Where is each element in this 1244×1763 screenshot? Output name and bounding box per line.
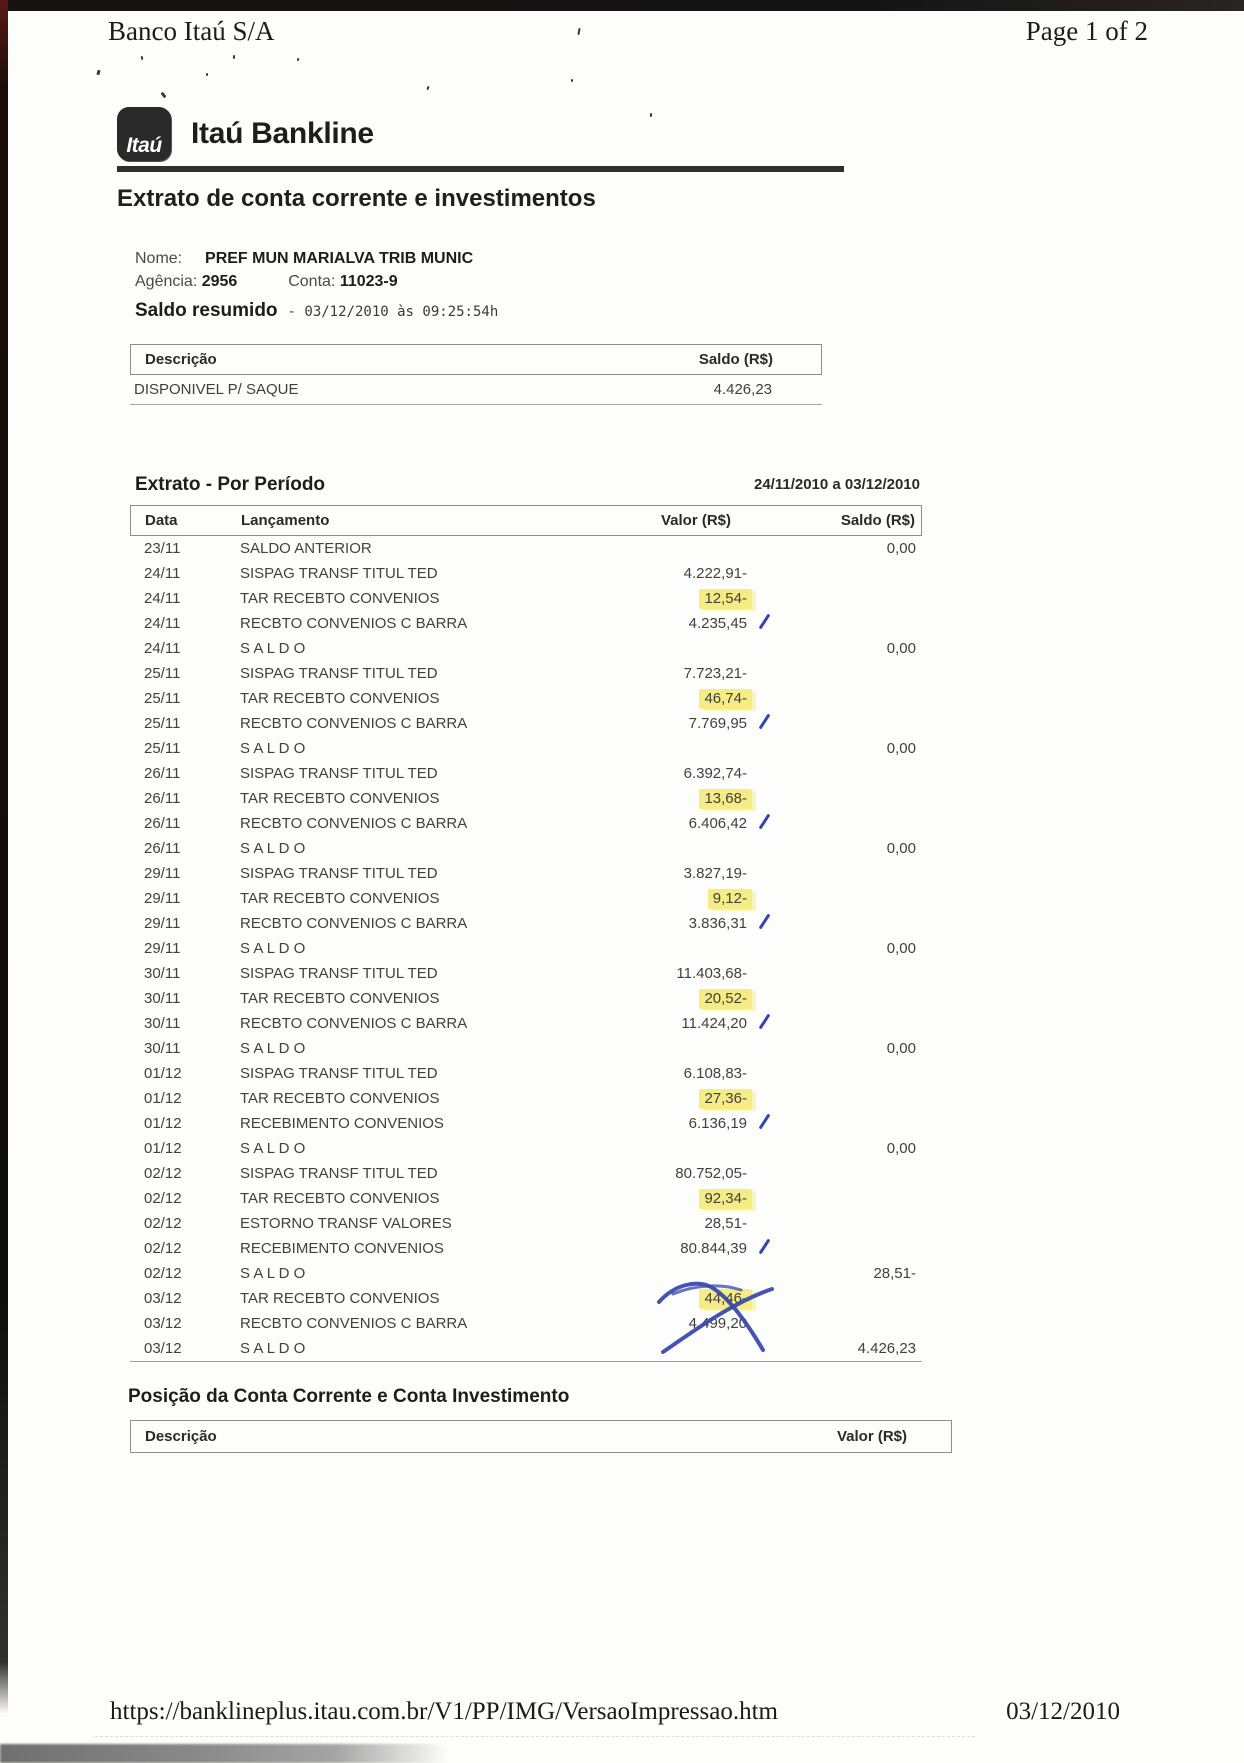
- date-cell: 02/12: [144, 1215, 182, 1232]
- date-cell: 25/11: [144, 740, 181, 757]
- scan-smudge-bottom: [0, 1744, 448, 1763]
- table-row: [130, 886, 922, 911]
- valor-text: 46,74-: [699, 689, 752, 709]
- valor-cell: [525, 640, 747, 657]
- page-title: Extrato de conta corrente e investimentos: [117, 185, 596, 212]
- lancamento-cell: ESTORNO TRANSF VALORES: [240, 1215, 452, 1232]
- valor-cell: [525, 1114, 747, 1133]
- lancamento-cell: S A L D O: [240, 1340, 306, 1357]
- saldo-cell: 0,00: [886, 640, 916, 657]
- table-row: [130, 936, 922, 961]
- extrato-header-row: [130, 505, 922, 536]
- date-cell: 30/11: [144, 965, 181, 982]
- date-cell: 29/11: [144, 865, 181, 882]
- lancamento-cell: S A L D O: [240, 1140, 306, 1157]
- table-row: [130, 761, 922, 786]
- valor-text: 4.499,20: [688, 1315, 747, 1332]
- valor-cell: [525, 914, 747, 933]
- valor-text: 6.108,83-: [683, 1065, 747, 1082]
- table-row: [130, 661, 922, 686]
- column-header-data: Data: [145, 512, 178, 529]
- scan-speck: [297, 58, 300, 61]
- app-title: Itaú Bankline: [191, 117, 374, 150]
- table-row: [130, 686, 922, 711]
- valor-cell: [525, 964, 747, 983]
- date-cell: 26/11: [144, 765, 181, 782]
- valor-cell: [525, 1089, 747, 1109]
- valor-cell: [525, 689, 747, 709]
- date-cell: 29/11: [144, 915, 181, 932]
- table-row: [130, 1136, 922, 1161]
- lancamento-cell: S A L D O: [240, 940, 306, 957]
- table-row: [130, 561, 922, 586]
- saldo-cell: 0,00: [886, 540, 916, 557]
- valor-text: 28,51-: [704, 1215, 747, 1232]
- valor-text: 7.769,95: [688, 715, 747, 732]
- table-row: [130, 1061, 922, 1086]
- extrato-table: [130, 505, 922, 1362]
- itau-logo-text: Itaú: [126, 134, 162, 157]
- table-row: [130, 986, 922, 1011]
- saldo-cell: 4.426,23: [857, 1340, 916, 1357]
- valor-cell: [525, 1289, 747, 1309]
- lancamento-cell: SISPAG TRANSF TITUL TED: [240, 765, 438, 782]
- lancamento-cell: TAR RECEBTO CONVENIOS: [240, 790, 440, 807]
- valor-text: 6.406,42: [688, 815, 747, 832]
- valor-text: 12,54-: [699, 589, 752, 609]
- date-cell: 01/12: [144, 1115, 182, 1132]
- lancamento-cell: RECBTO CONVENIOS C BARRA: [240, 715, 468, 732]
- table-row: [130, 786, 922, 811]
- scan-speck: [141, 56, 144, 60]
- scan-speck: [206, 73, 208, 76]
- conta-value: 11023-9: [339, 273, 398, 290]
- valor-text: 6.136,19: [688, 1115, 747, 1132]
- lancamento-cell: SISPAG TRANSF TITUL TED: [240, 965, 438, 982]
- valor-cell: [525, 740, 747, 757]
- agencia-value: 2956: [201, 273, 238, 290]
- scan-speck: [160, 92, 166, 99]
- lancamento-cell: SISPAG TRANSF TITUL TED: [240, 665, 438, 682]
- valor-text: 44,46-: [699, 1289, 752, 1309]
- valor-cell: [525, 989, 747, 1009]
- valor-text: 4.222,91-: [683, 565, 747, 582]
- date-cell: 26/11: [144, 815, 181, 832]
- table-row: [130, 1211, 922, 1236]
- valor-cell: [525, 1164, 747, 1183]
- print-header-page-number: Page 1 of 2: [1025, 16, 1148, 46]
- lancamento-cell: TAR RECEBTO CONVENIOS: [240, 890, 440, 907]
- valor-cell: [525, 1189, 747, 1209]
- valor-text: 80.844,39: [680, 1240, 747, 1257]
- saldo-resumido-title-text: Saldo resumido: [135, 300, 278, 321]
- date-cell: 30/11: [144, 990, 181, 1007]
- posicao-table: [130, 1420, 952, 1453]
- lancamento-cell: SALDO ANTERIOR: [240, 540, 372, 557]
- lancamento-cell: RECBTO CONVENIOS C BARRA: [240, 915, 468, 932]
- date-cell: 01/12: [144, 1065, 182, 1082]
- lancamento-cell: RECEBIMENTO CONVENIOS: [240, 1240, 444, 1257]
- saldo-resumido-title: [135, 300, 498, 322]
- lancamento-cell: SISPAG TRANSF TITUL TED: [240, 865, 438, 882]
- print-header-bank-name: Banco Itaú S/A: [108, 16, 275, 46]
- column-header-descricao: Descrição: [145, 1428, 217, 1445]
- table-row: [130, 1186, 922, 1211]
- valor-cell: [525, 789, 747, 809]
- date-cell: 26/11: [144, 840, 181, 857]
- lancamento-cell: RECBTO CONVENIOS C BARRA: [240, 615, 468, 632]
- table-row: [130, 586, 922, 611]
- valor-cell: [525, 589, 747, 609]
- account-agency-line: [135, 270, 473, 293]
- column-header-saldo: Saldo (R$): [840, 512, 915, 529]
- valor-text: 27,36-: [699, 1089, 752, 1109]
- lancamento-cell: S A L D O: [240, 740, 306, 757]
- date-cell: 29/11: [144, 940, 181, 957]
- date-cell: 23/11: [144, 540, 181, 557]
- valor-cell: [525, 540, 747, 557]
- scan-speck: [96, 70, 100, 76]
- table-row: [130, 1036, 922, 1061]
- valor-cell: [525, 840, 747, 857]
- scan-speck: [650, 113, 653, 117]
- lancamento-cell: RECBTO CONVENIOS C BARRA: [240, 1315, 468, 1332]
- lancamento-cell: RECBTO CONVENIOS C BARRA: [240, 815, 468, 832]
- saldo-cell: 4.426,23: [713, 381, 772, 398]
- lancamento-cell: TAR RECEBTO CONVENIOS: [240, 990, 440, 1007]
- saldo-cell: 0,00: [886, 840, 916, 857]
- date-cell: 03/12: [144, 1315, 182, 1332]
- saldo-resumido-header-row: [130, 344, 822, 375]
- lancamento-cell: S A L D O: [240, 1040, 306, 1057]
- table-row: [130, 1161, 922, 1186]
- itau-logo: [117, 107, 171, 161]
- date-cell: 24/11: [144, 615, 181, 632]
- table-row: [130, 911, 922, 936]
- column-header-saldo: Saldo (R$): [698, 351, 773, 368]
- extrato-period: 24/11/2010 a 03/12/2010: [754, 476, 920, 493]
- valor-cell: [525, 764, 747, 783]
- valor-cell: [525, 1265, 747, 1282]
- nome-label: Nome:: [135, 250, 183, 267]
- lancamento-cell: TAR RECEBTO CONVENIOS: [240, 690, 440, 707]
- date-cell: 30/11: [144, 1040, 181, 1057]
- valor-cell: [525, 940, 747, 957]
- valor-cell: [525, 1040, 747, 1057]
- date-cell: 24/11: [144, 565, 181, 582]
- date-cell: 02/12: [144, 1165, 182, 1182]
- lancamento-cell: TAR RECEBTO CONVENIOS: [240, 590, 440, 607]
- date-cell: 02/12: [144, 1240, 182, 1257]
- account-name-line: [135, 247, 473, 270]
- lancamento-cell: TAR RECEBTO CONVENIOS: [240, 1190, 440, 1207]
- table-row: [130, 861, 922, 886]
- date-cell: 03/12: [144, 1290, 182, 1307]
- lancamento-cell: S A L D O: [240, 1265, 306, 1282]
- table-row: [130, 1111, 922, 1136]
- table-row: [130, 1011, 922, 1036]
- table-row: [130, 736, 922, 761]
- conta-label: Conta:: [288, 273, 336, 290]
- table-row: [130, 711, 922, 736]
- lancamento-cell: RECBTO CONVENIOS C BARRA: [240, 1015, 468, 1032]
- column-header-descricao: Descrição: [145, 351, 217, 368]
- valor-text: 3.836,31: [688, 915, 747, 932]
- valor-cell: [525, 864, 747, 883]
- valor-text: 3.827,19-: [683, 865, 747, 882]
- table-row: [130, 636, 922, 661]
- table-row: [130, 1236, 922, 1261]
- table-row: [130, 961, 922, 986]
- date-cell: 02/12: [144, 1265, 182, 1282]
- table-row: [130, 536, 922, 561]
- table-row: [130, 1311, 922, 1336]
- footer-date: 03/12/2010: [1006, 1698, 1120, 1725]
- scan-edge-left: [0, 0, 8, 1714]
- saldo-resumido-table: [130, 344, 822, 405]
- valor-cell: [525, 1340, 747, 1357]
- lancamento-cell: S A L D O: [240, 640, 306, 657]
- lancamento-cell: S A L D O: [240, 840, 306, 857]
- valor-cell: [525, 1064, 747, 1083]
- print-header: [108, 16, 1148, 47]
- column-header-valor: Valor (R$): [836, 1428, 907, 1445]
- date-cell: 24/11: [144, 640, 181, 657]
- valor-text: 11.424,20: [681, 1015, 747, 1032]
- date-cell: 25/11: [144, 715, 181, 732]
- table-row: [130, 1261, 922, 1286]
- table-row: [130, 1336, 922, 1361]
- saldo-cell: 28,51-: [873, 1265, 916, 1282]
- extrato-rows: [130, 536, 922, 1362]
- date-cell: 03/12: [144, 1340, 182, 1357]
- saldo-resumido-timestamp: - 03/12/2010 às 09:25:54h: [287, 304, 499, 320]
- date-cell: 29/11: [144, 890, 181, 907]
- saldo-cell: 0,00: [886, 940, 916, 957]
- valor-text: 13,68-: [699, 789, 752, 809]
- date-cell: 02/12: [144, 1190, 182, 1207]
- saldo-resumido-row: [130, 375, 822, 405]
- saldo-cell: 0,00: [886, 740, 916, 757]
- valor-cell: [525, 714, 747, 733]
- lancamento-cell: SISPAG TRANSF TITUL TED: [240, 1165, 438, 1182]
- table-row: [130, 811, 922, 836]
- valor-cell: [525, 814, 747, 833]
- nome-value: PREF MUN MARIALVA TRIB MUNIC: [205, 250, 474, 267]
- valor-cell: [525, 564, 747, 583]
- footer-url: https://banklineplus.itau.com.br/V1/PP/IMG/VersaoImpressao.htm: [110, 1698, 778, 1725]
- extrato-title: Extrato - Por Período: [135, 474, 326, 495]
- saldo-cell: 0,00: [886, 1040, 916, 1057]
- account-info: [135, 247, 473, 293]
- date-cell: 26/11: [144, 790, 181, 807]
- saldo-cell: 0,00: [886, 1140, 916, 1157]
- scan-bottom-line: [95, 1736, 975, 1737]
- scan-edge-top: [0, 0, 1244, 11]
- table-row: [130, 836, 922, 861]
- valor-cell: [525, 1239, 747, 1258]
- lancamento-cell: RECEBIMENTO CONVENIOS: [240, 1115, 444, 1132]
- agencia-label: Agência:: [135, 273, 198, 290]
- valor-text: 92,34-: [699, 1189, 752, 1209]
- valor-text: 6.392,74-: [683, 765, 747, 782]
- valor-cell: [525, 614, 747, 633]
- table-row: [130, 611, 922, 636]
- date-cell: 30/11: [144, 1015, 181, 1032]
- valor-cell: [525, 1140, 747, 1157]
- scan-speck: [571, 79, 573, 82]
- valor-cell: [525, 1314, 747, 1333]
- valor-text: 20,52-: [699, 989, 752, 1009]
- column-header-valor: Valor (R$): [660, 512, 731, 529]
- title-rule: [117, 166, 844, 172]
- valor-cell: [525, 1014, 747, 1033]
- scan-speck: [426, 86, 429, 90]
- date-cell: 25/11: [144, 690, 181, 707]
- lancamento-cell: TAR RECEBTO CONVENIOS: [240, 1290, 440, 1307]
- descricao-cell: DISPONIVEL P/ SAQUE: [134, 381, 299, 398]
- table-row: [130, 1286, 922, 1311]
- table-row: [130, 1086, 922, 1111]
- date-cell: 25/11: [144, 665, 181, 682]
- column-header-lancamento: Lançamento: [241, 512, 330, 529]
- date-cell: 24/11: [144, 590, 181, 607]
- posicao-header-row: [130, 1420, 952, 1453]
- lancamento-cell: SISPAG TRANSF TITUL TED: [240, 565, 438, 582]
- valor-text: 11.403,68-: [676, 965, 747, 982]
- date-cell: 01/12: [144, 1090, 182, 1107]
- valor-cell: [525, 1214, 747, 1233]
- scan-speck: [233, 55, 235, 59]
- valor-text: 9,12-: [708, 889, 752, 909]
- lancamento-cell: TAR RECEBTO CONVENIOS: [240, 1090, 440, 1107]
- valor-cell: [525, 664, 747, 683]
- date-cell: 01/12: [144, 1140, 182, 1157]
- valor-text: 80.752,05-: [675, 1165, 747, 1182]
- valor-cell: [525, 889, 747, 909]
- valor-text: 4.235,45: [688, 615, 747, 632]
- posicao-title: Posição da Conta Corrente e Conta Investimento: [128, 1386, 570, 1407]
- valor-text: 7.723,21-: [683, 665, 747, 682]
- lancamento-cell: SISPAG TRANSF TITUL TED: [240, 1065, 438, 1082]
